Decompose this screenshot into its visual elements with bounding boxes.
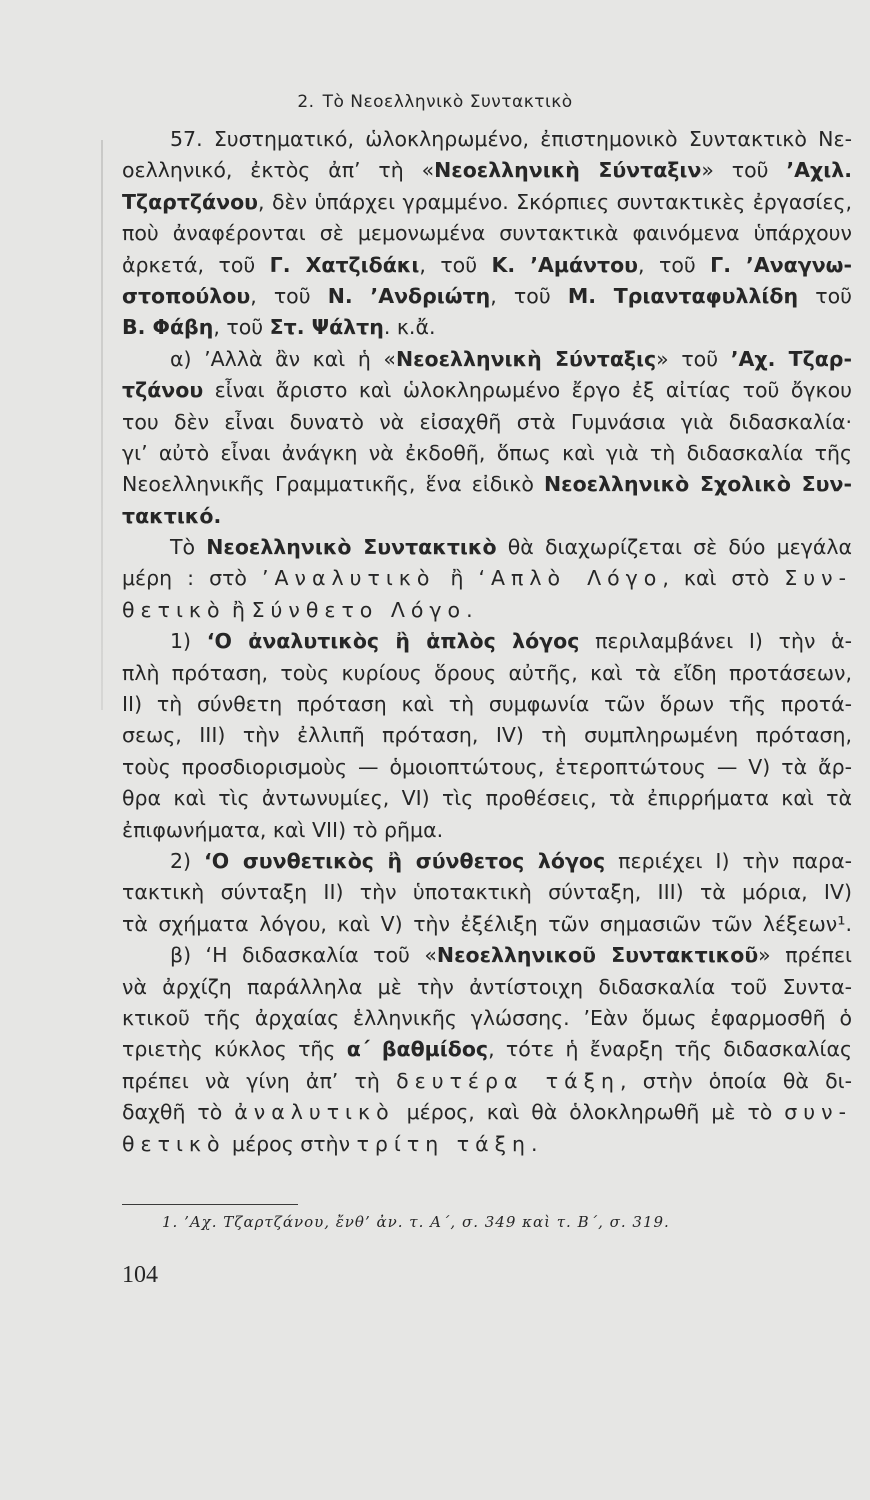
text-segment: τζάνου	[122, 378, 204, 403]
text-segment: μέρος στὴν	[225, 1131, 357, 1156]
text-line	[122, 187, 852, 218]
text-line	[122, 815, 852, 846]
text-segment: πρέπει νὰ γίνη ἀπ’ τὴ	[122, 1068, 397, 1093]
text-line	[122, 344, 852, 375]
text-line	[122, 1097, 852, 1128]
text-segment: , τοῦ	[490, 283, 568, 308]
text-line	[122, 124, 852, 155]
text-segment: α΄ βαθμίδος	[346, 1037, 489, 1062]
text-segment: Νεοελληνικὸ Σχολικὸ Συν-	[544, 472, 852, 497]
text-line	[122, 155, 852, 186]
text-line	[122, 783, 852, 814]
text-segment: Νεοελληνικὴ Σύνταξιν	[434, 158, 702, 183]
text-segment: ἀρκετά, τοῦ	[122, 252, 270, 277]
text-line	[122, 1129, 852, 1160]
text-segment: ’Αναλυτικὸ	[262, 566, 436, 591]
text-segment: . κ.ἄ.	[383, 315, 436, 340]
text-segment: ‘Απλὸ Λόγο	[478, 566, 663, 591]
text-line	[122, 407, 852, 438]
text-segment: ‘Ο συνθετικὸς ἢ σύνθετος λόγος	[204, 848, 606, 873]
text-segment: Ν. ’Ανδριώτη	[327, 283, 491, 308]
text-line	[122, 532, 852, 563]
text-line	[122, 689, 852, 720]
text-line	[122, 1034, 852, 1065]
text-segment: ἢ	[225, 597, 252, 622]
text-segment: , τοῦ	[638, 252, 711, 277]
text-segment: » πρέπει	[758, 943, 852, 968]
text-segment: Νεοελληνικοῦ Συντακτικοῦ	[436, 943, 759, 968]
text-segment: , τότε ἡ ἔναρξη τῆς διδασκαλίας	[488, 1037, 852, 1062]
text-segment: » τοῦ	[701, 158, 787, 183]
text-line	[122, 438, 852, 469]
text-segment: Σύνθετο Λόγο.	[251, 597, 479, 622]
text-line	[122, 501, 852, 532]
text-segment: τακτικό.	[122, 503, 222, 528]
text-line	[122, 877, 852, 908]
text-line	[122, 720, 852, 751]
chapter-title: Τὸ Νεοελληνικὸ Συντακτικὸ	[322, 92, 573, 112]
text-segment: σεως, III) τὴν ἐλλιπῆ πρόταση, IV) τὴ συμπληρωμένη πρόταση,	[122, 723, 852, 748]
running-header	[0, 92, 870, 112]
text-segment: πλὴ πρόταση, τοὺς κυρίους ὅρους αὐτῆς, καὶ τὰ εἴδη προτάσεων,	[122, 660, 852, 685]
text-segment: Νεοελληνικῆς Γραμματικῆς, ἕνα εἰδικὸ	[122, 472, 545, 497]
text-segment: γι’ αὐτὸ εἶναι ἀνάγκη νὰ ἐκδοθῆ, ὅπως καὶ γιὰ τὴ διδασκαλία τῆς	[122, 440, 852, 465]
text-segment: .	[531, 1131, 538, 1156]
text-segment: Β. Φάβη	[122, 315, 214, 340]
text-line	[122, 469, 852, 500]
text-segment: ἐπιφωνήματα, καὶ VII) τὸ ρῆμα.	[122, 817, 444, 842]
text-segment: , τοῦ	[213, 315, 270, 340]
text-line	[122, 312, 852, 343]
text-segment: θετικὸ	[122, 597, 226, 622]
text-segment: συν-	[784, 1100, 852, 1125]
text-segment: τοῦ	[798, 283, 852, 308]
text-segment: , τοῦ	[419, 252, 492, 277]
margin-mark	[101, 140, 103, 710]
text-line	[122, 218, 852, 249]
text-segment: ἀναλυτικὸ	[234, 1100, 395, 1125]
text-line	[122, 1003, 852, 1034]
page-number: 104	[122, 1262, 158, 1288]
text-segment: στοπούλου	[122, 283, 251, 308]
text-line	[122, 626, 852, 657]
text-segment: Κ. ’Αμάντου	[491, 252, 639, 277]
text-line	[122, 1066, 852, 1097]
text-segment: Μ. Τριανταφυλλίδη	[567, 283, 799, 308]
text-segment: Στ. Ψάλτη	[269, 315, 384, 340]
text-segment: Γ. Χατζιδάκι	[269, 252, 420, 277]
text-segment: εἶναι ἄριστο καὶ ὡλοκληρωμένο ἔργο ἐξ αἰτίας τοῦ ὄγκου	[203, 378, 852, 403]
text-segment: του δὲν εἶναι δυνατὸ νὰ εἰσαχθῆ στὰ Γυμνάσια γιὰ διδασκαλία·	[122, 409, 852, 434]
text-segment: δευτέρα τάξη	[396, 1068, 621, 1093]
text-segment: τοὺς προσδιορισμοὺς — ὁμοιοπτώτους, ἑτεροπτώτους — V) τὰ ἄρ-	[122, 754, 852, 779]
text-line	[122, 281, 852, 312]
text-segment: β) ‘Η διδασκαλία τοῦ «	[170, 943, 437, 968]
text-segment: θετικὸ	[122, 1131, 226, 1156]
text-line	[122, 909, 852, 940]
text-segment: μέρος, καὶ θὰ ὁλοκληρωθῆ μὲ τὸ	[394, 1100, 785, 1125]
text-segment: περιέχει I) τὴν παρα-	[605, 848, 852, 873]
text-segment: Γ. ’Αναγνω-	[710, 252, 852, 277]
text-segment: ’Αχ. Τζαρ-	[730, 346, 852, 371]
text-segment: τρίτη τάξη	[356, 1131, 531, 1156]
text-segment: τριετὴς κύκλος τῆς	[122, 1037, 347, 1062]
text-segment: δαχθῆ τὸ	[122, 1100, 235, 1125]
text-segment: μέρη : στὸ	[122, 566, 263, 591]
text-line	[122, 940, 852, 971]
text-segment: Νεοελληνικὸ Συντακτικὸ	[206, 535, 497, 560]
text-segment: περιλαμβάνει I) τὴν ἁ-	[579, 629, 852, 654]
chapter-number: 2.	[297, 92, 315, 112]
text-segment: 2)	[170, 848, 205, 873]
text-line	[122, 846, 852, 877]
text-segment: Νεοελληνικὴ Σύνταξις	[395, 346, 657, 371]
footnote: 1. ’Αχ. Τζαρτζάνου, ἔνθ’ ἀν. τ. Α΄, σ. 349 καὶ τ. Β΄, σ. 319.	[162, 1213, 670, 1231]
text-segment: ‘Ο ἀναλυτικὸς ἢ ἁπλὸς λόγος	[206, 629, 580, 654]
text-line	[122, 595, 852, 626]
text-segment: » τοῦ	[656, 346, 731, 371]
text-line	[122, 250, 852, 281]
text-line	[122, 563, 852, 594]
text-segment: Τὸ	[170, 535, 207, 560]
text-segment: ποὺ ἀναφέρονται σὲ μεμονωμένα συντακτικὰ φαινόμενα ὑπάρχουν	[122, 221, 852, 246]
text-segment: 1)	[170, 629, 207, 654]
text-segment: Συν-	[784, 566, 852, 591]
text-segment: II) τὴ σύνθετη πρόταση καὶ τὴ συμφωνία τῶν ὅρων τῆς προτά-	[122, 692, 852, 717]
text-segment: οελληνικό, ἐκτὸς ἀπ’ τὴ «	[122, 158, 435, 183]
text-segment: κτικοῦ τῆς ἀρχαίας ἑλληνικῆς γλώσσης. ’Εὰν ὅμως ἐφαρμοσθῆ ὁ	[122, 1005, 852, 1030]
text-segment: τακτικὴ σύνταξη II) τὴν ὑποτακτικὴ σύνταξη, III) τὰ μόρια, IV)	[122, 880, 852, 905]
text-segment: , καὶ στὸ	[662, 566, 785, 591]
text-segment: α) ’Αλλὰ ἂν καὶ ἡ «	[170, 346, 396, 371]
text-line	[122, 972, 852, 1003]
text-segment: νὰ ἀρχίζη παράλληλα μὲ τὴν ἀντίστοιχη διδασκαλία τοῦ Συντα-	[122, 974, 852, 999]
text-segment: θὰ διαχωρίζεται σὲ δύο μεγάλα	[496, 535, 852, 560]
text-segment: 57. Συστηματικό, ὡλοκληρωμένο, ἐπιστημονικὸ Συντακτικὸ Νε-	[170, 127, 852, 151]
text-segment: Τζαρτζάνου	[122, 189, 259, 214]
text-line	[122, 375, 852, 406]
footnote-rule	[122, 1204, 298, 1205]
text-segment: , στὴν ὁποία θὰ δι-	[620, 1068, 852, 1093]
text-segment: θρα καὶ τὶς ἀντωνυμίες, VI) τὶς προθέσεις, τὰ ἐπιρρήματα καὶ τὰ	[122, 786, 852, 811]
text-segment: , δὲν ὑπάρχει γραμμένο. Σκόρπιες συντακτικὲς ἐργασίες,	[258, 189, 852, 214]
text-line	[122, 658, 852, 689]
text-segment: ἢ	[435, 566, 479, 591]
text-segment: , τοῦ	[250, 283, 328, 308]
text-segment: ’Αχιλ.	[786, 158, 852, 183]
text-line	[122, 752, 852, 783]
text-segment: τὰ σχήματα λόγου, καὶ V) τὴν ἐξέλιξη τῶν σημασιῶν τῶν λέξεων¹.	[122, 911, 852, 936]
body-text	[122, 124, 852, 1160]
